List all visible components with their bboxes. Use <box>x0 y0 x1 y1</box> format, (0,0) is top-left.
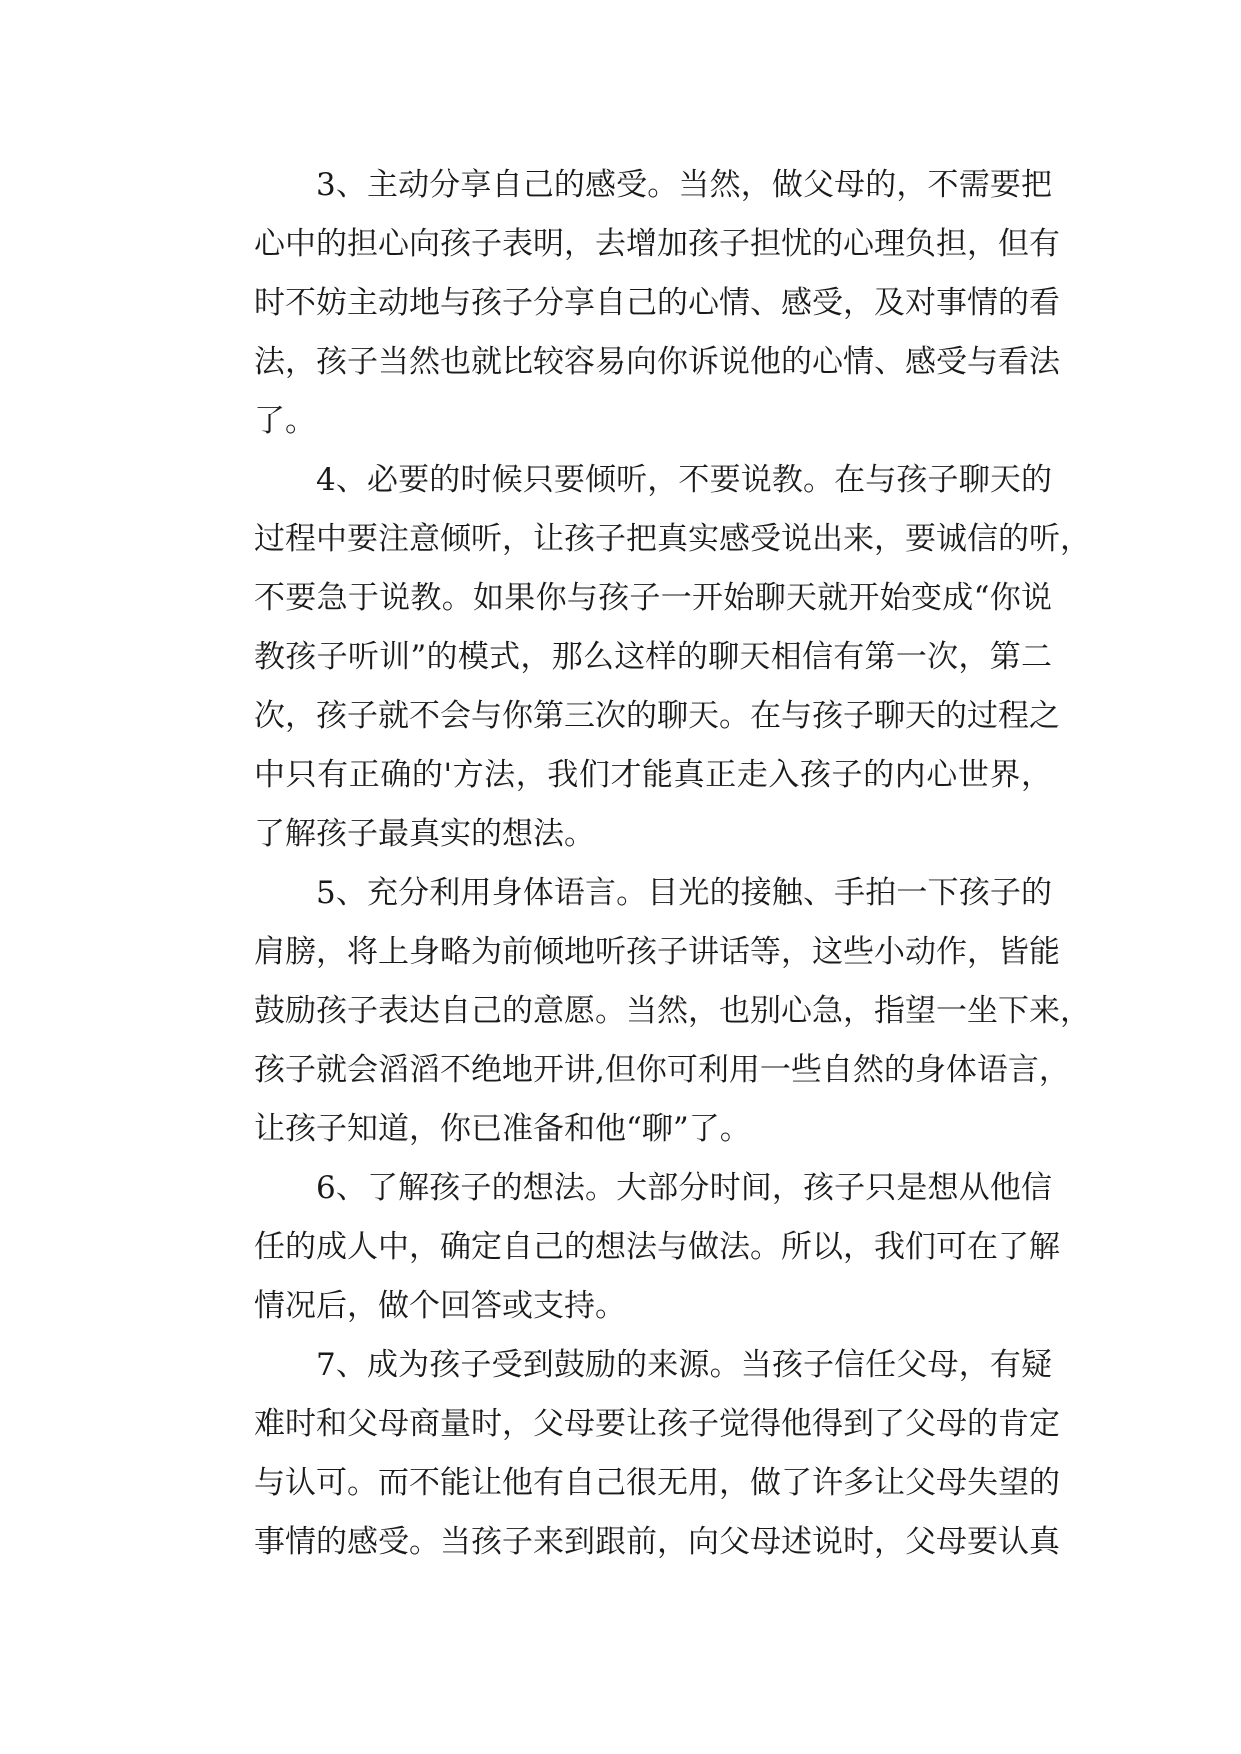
text-line: 次，孩子就不会与你第三次的聊天。在与孩子聊天的过程之 <box>254 698 1060 734</box>
text-line: 鼓励孩子表达自己的意愿。当然，也别心急，指望一坐下来， <box>254 993 1091 1029</box>
text-line: 难时和父母商量时，父母要让孩子觉得他得到了父母的肯定 <box>254 1406 1060 1442</box>
text-line: 事情的感受。当孩子来到跟前，向父母述说时，父母要认真 <box>254 1524 1060 1560</box>
text-line: 3、主动分享自己的感受。当然，做父母的，不需要把 <box>316 167 1052 203</box>
text-line: 中只有正确的'方法，我们才能真正走入孩子的内心世界， <box>254 757 1052 793</box>
text-line: 情况后，做个回答或支持。 <box>254 1288 626 1324</box>
text-line: 与认可。而不能让他有自己很无用，做了许多让父母失望的 <box>254 1465 1060 1501</box>
text-line: 4、必要的时候只要倾听，不要说教。在与孩子聊天的 <box>316 462 1052 498</box>
text-line: 了解孩子最真实的想法。 <box>254 816 595 852</box>
text-line: 法，孩子当然也就比较容易向你诉说他的心情、感受与看法 <box>254 344 1060 380</box>
paragraph-4 <box>192 451 1091 864</box>
text-line: 心中的担心向孩子表明，去增加孩子担忧的心理负担，但有 <box>254 226 1060 262</box>
text-line: 时不妨主动地与孩子分享自己的心情、感受，及对事情的看 <box>254 285 1060 321</box>
text-line: 教孩子听训”的模式，那么这样的聊天相信有第一次，第二 <box>254 639 1052 675</box>
text-line: 7、成为孩子受到鼓励的来源。当孩子信任父母，有疑 <box>316 1347 1052 1383</box>
text-line: 6、了解孩子的想法。大部分时间，孩子只是想从他信 <box>316 1170 1052 1206</box>
paragraph-3 <box>192 156 1060 451</box>
text-line: 过程中要注意倾听，让孩子把真实感受说出来，要诚信的听， <box>254 521 1091 557</box>
text-line: 不要急于说教。如果你与孩子一开始聊天就开始变成“你说 <box>254 580 1052 616</box>
text-line: 了。 <box>254 403 316 439</box>
text-line: 孩子就会滔滔不绝地开讲,但你可利用一些自然的身体语言， <box>254 1052 1070 1088</box>
text-line: 让孩子知道，你已准备和他“聊”了。 <box>254 1111 751 1147</box>
paragraph-5 <box>192 864 1091 1159</box>
paragraph-7 <box>192 1336 1060 1572</box>
text-line: 任的成人中，确定自己的想法与做法。所以，我们可在了解 <box>254 1229 1060 1265</box>
paragraph-6 <box>192 1159 1060 1336</box>
document-body <box>192 156 1091 1572</box>
text-line: 5、充分利用身体语言。目光的接触、手拍一下孩子的 <box>316 875 1052 911</box>
text-line: 肩膀，将上身略为前倾地听孩子讲话等，这些小动作，皆能 <box>254 934 1060 970</box>
